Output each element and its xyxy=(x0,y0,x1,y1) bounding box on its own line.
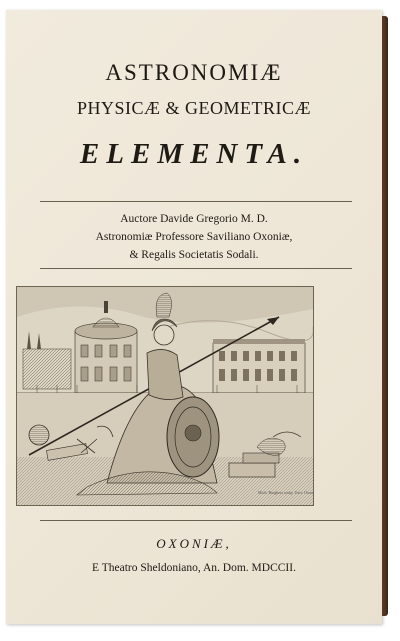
engraver-signature: Mich. Burghers sculp. Univ. Oxon. xyxy=(258,490,315,495)
author-line-3: & Regalis Societatis Sodali. xyxy=(129,249,259,261)
rule-bottom xyxy=(40,520,352,521)
imprint-place: OXONIÆ, xyxy=(156,536,232,551)
imprint-publisher: E Theatro Sheldoniano, An. Dom. MDCCII. xyxy=(92,562,296,574)
title-line-2: PHYSICÆ & GEOMETRICÆ xyxy=(76,98,312,118)
rule-top xyxy=(40,201,352,202)
engraving-illustration xyxy=(17,287,313,505)
title-line-3: ELEMENTA. xyxy=(79,138,309,170)
rule-middle xyxy=(40,268,352,269)
title-page xyxy=(6,10,382,624)
author-line-2: Astronomiæ Professore Saviliano Oxoniæ, xyxy=(95,231,293,243)
title-line-1: ASTRONOMIÆ xyxy=(105,60,283,85)
author-line-1: Auctore Davide Gregorio M. D. xyxy=(120,213,268,225)
frontispiece-engraving xyxy=(16,286,314,506)
author-block xyxy=(6,210,382,264)
